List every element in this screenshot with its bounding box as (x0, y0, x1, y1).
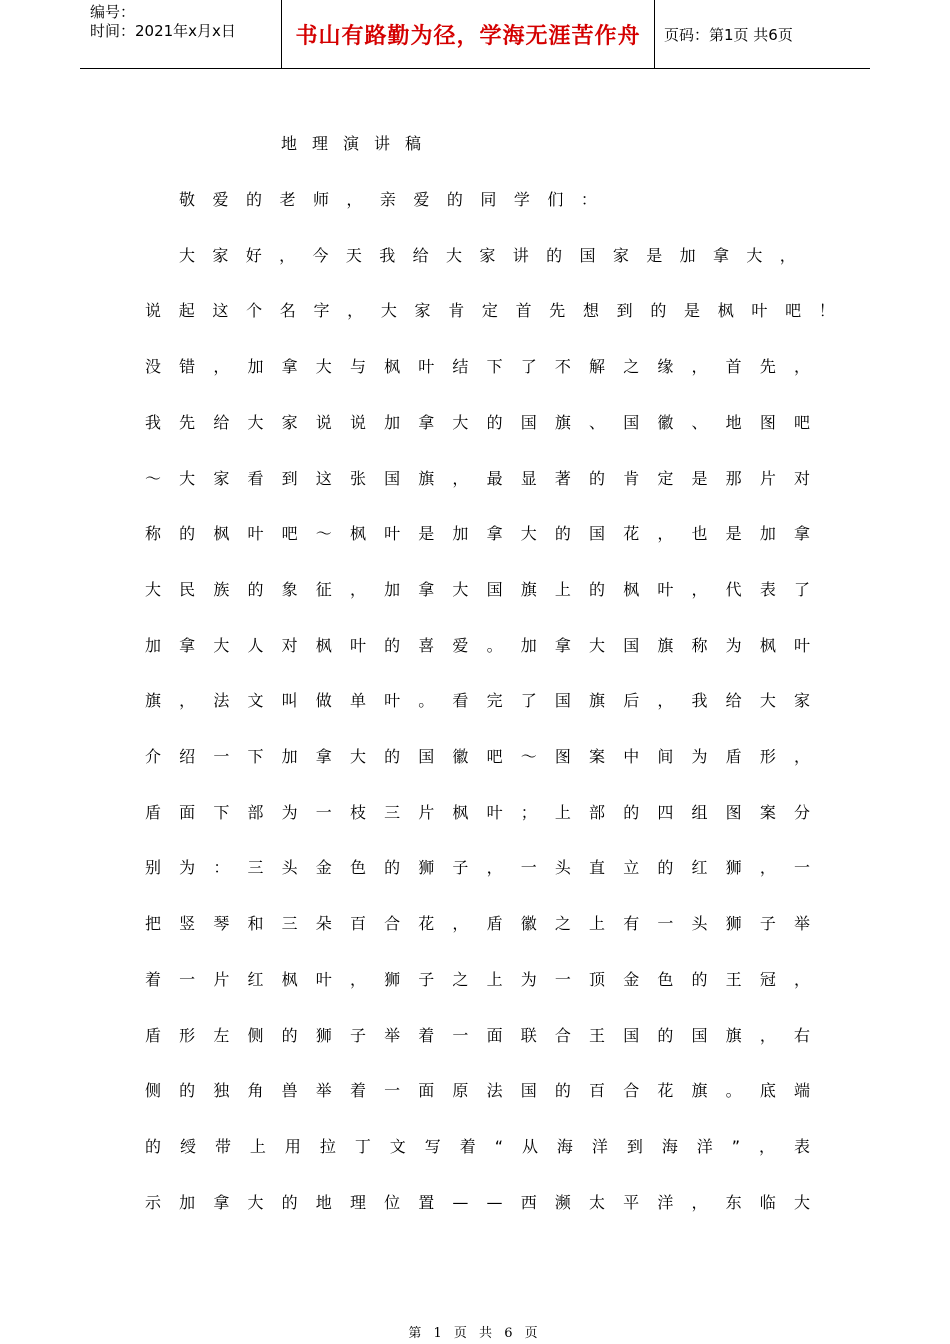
paragraph-line: 把 竖 琴 和 三 朵 百 合 花 ， 盾 徽 之 上 有 一 头 狮 子 举 (145, 914, 810, 933)
paragraph-line: 示 加 拿 大 的 地 理 位 置 — — 西 濒 太 平 洋 ， 东 临 大 (145, 1193, 810, 1212)
salutation-line: 敬 爱 的 老 师 ， 亲 爱 的 同 学 们 ： (179, 190, 597, 209)
paragraph-line: 盾 形 左 侧 的 狮 子 举 着 一 面 联 合 王 国 的 国 旗 ， 右 (145, 1026, 810, 1045)
paragraph-line: 的 绶 带 上 用 拉 丁 文 写 着 “ 从 海 洋 到 海 洋 ” ， 表 (145, 1137, 810, 1156)
document-title: 地理演讲稿 (281, 134, 437, 153)
page-footer: 第 1 页 共 6 页 (408, 1326, 542, 1341)
header-motto: 书山有路勤为径，学海无涯苦作舟 (295, 23, 641, 49)
paragraph-line: 大 民 族 的 象 征 ， 加 拿 大 国 旗 上 的 枫 叶 ， 代 表 了 (145, 580, 810, 599)
paragraph-line: ～ 大 家 看 到 这 张 国 旗 ， 最 显 著 的 肯 定 是 那 片 对 (145, 469, 810, 488)
paragraph-line: 别 为 ： 三 头 金 色 的 狮 子 ， 一 头 直 立 的 红 狮 ， 一 (145, 858, 810, 877)
paragraph-line: 旗 ， 法 文 叫 做 单 叶 。 看 完 了 国 旗 后 ， 我 给 大 家 (145, 691, 810, 710)
paragraph-line: 大 家 好 ， 今 天 我 给 大 家 讲 的 国 家 是 加 拿 大 ， (179, 246, 796, 265)
paragraph-line: 没 错 ， 加 拿 大 与 枫 叶 结 下 了 不 解 之 缘 ， 首 先 ， (145, 357, 810, 376)
paragraph-line: 侧 的 独 角 兽 举 着 一 面 原 法 国 的 百 合 花 旗 。 底 端 (145, 1081, 810, 1100)
paragraph-line: 盾 面 下 部 为 一 枝 三 片 枫 叶 ； 上 部 的 四 组 图 案 分 (145, 803, 810, 822)
paragraph-line: 说 起 这 个 名 字 ， 大 家 肯 定 首 先 想 到 的 是 枫 叶 吧 ！ (145, 301, 835, 320)
paragraph-line: 称 的 枫 叶 吧 ～ 枫 叶 是 加 拿 大 的 国 花 ， 也 是 加 拿 (145, 524, 810, 543)
paragraph-line: 我 先 给 大 家 说 说 加 拿 大 的 国 旗 、 国 徽 、 地 图 吧 (145, 413, 810, 432)
time-label: 时间：2021年x月x日 (90, 22, 236, 40)
paragraph-line: 介 绍 一 下 加 拿 大 的 国 徽 吧 ～ 图 案 中 间 为 盾 形 ， (145, 747, 810, 766)
number-label: 编号： (90, 3, 136, 21)
header-page-info: 页码：第1页 共6页 (664, 25, 793, 44)
paragraph-line: 着 一 片 红 枫 叶 ， 狮 子 之 上 为 一 顶 金 色 的 王 冠 ， (145, 970, 810, 989)
paragraph-line: 加 拿 大 人 对 枫 叶 的 喜 爱 。 加 拿 大 国 旗 称 为 枫 叶 (145, 636, 810, 655)
